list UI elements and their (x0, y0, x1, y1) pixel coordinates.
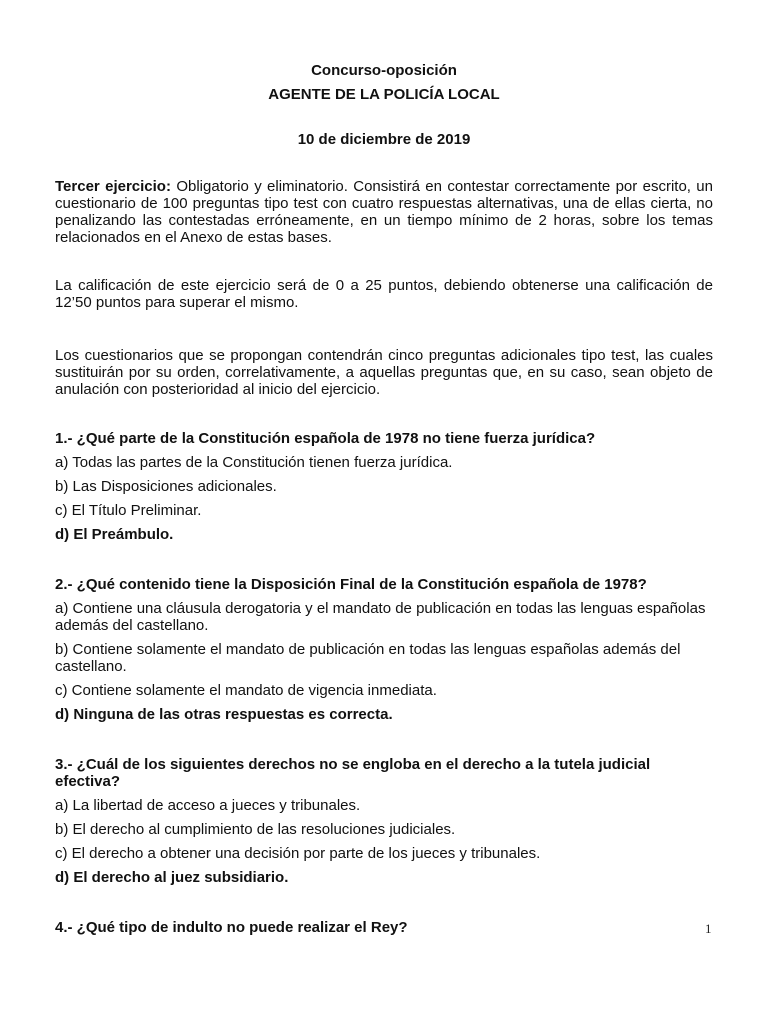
exam-type-heading: Concurso-oposición (311, 62, 457, 79)
intro-paragraph (55, 178, 713, 246)
answer-option-c: c) El Título Preliminar. (55, 502, 202, 519)
answer-option-d-correct: d) Ninguna de las otras respuestas es correcta. (55, 706, 393, 723)
answer-option-d-correct: d) El derecho al juez subsidiario. (55, 869, 289, 886)
page-number: 1 (705, 921, 712, 936)
position-title: AGENTE DE LA POLICÍA LOCAL (268, 86, 500, 103)
answer-option-a: a) La libertad de acceso a jueces y tribunales. (55, 797, 361, 814)
answer-option-b: b) El derecho al cumplimiento de las resoluciones judiciales. (55, 821, 456, 838)
answer-option-d-correct: d) El Preámbulo. (55, 526, 174, 543)
intro-label: Tercer ejercicio: (55, 178, 171, 195)
answer-option-b: b) Contiene solamente el mandato de publicación en todas las lenguas españolas además del castellano. (55, 641, 681, 675)
question-title: 1.- ¿Qué parte de la Constitución española de 1978 no tiene fuerza jurídica? (55, 430, 596, 447)
question-title: 4.- ¿Qué tipo de indulto no puede realizar el Rey? (55, 919, 408, 936)
question-3 (55, 756, 713, 886)
exam-date: 10 de diciembre de 2019 (297, 131, 471, 148)
question-1 (55, 430, 713, 543)
question-2 (55, 576, 713, 723)
additional-questions-paragraph: Los cuestionarios que se propongan contendrán cinco preguntas adicionales tipo test, las cuales sustituirán por su orden, correlativamente, a aquellas preguntas que, en su caso, sean objeto de anulación con posterioridad al inicio del ejercicio. (55, 347, 713, 398)
answer-option-b: b) Las Disposiciones adicionales. (55, 478, 277, 495)
question-title: 3.- ¿Cuál de los siguientes derechos no se engloba en el derecho a la tutela judicial efectiva? (55, 756, 651, 790)
question-title: 2.- ¿Qué contenido tiene la Disposición Final de la Constitución española de 1978? (55, 576, 647, 593)
question-4 (55, 919, 713, 936)
grading-paragraph: La calificación de este ejercicio será de 0 a 25 puntos, debiendo obtenerse una calificación de 12’50 puntos para superar el mismo. (55, 277, 713, 311)
document-header (55, 62, 713, 148)
answer-option-a: a) Todas las partes de la Constitución tienen fuerza jurídica. (55, 454, 453, 471)
answer-option-c: c) El derecho a obtener una decisión por parte de los jueces y tribunales. (55, 845, 541, 862)
answer-option-c: c) Contiene solamente el mandato de vigencia inmediata. (55, 682, 437, 699)
answer-option-a: a) Contiene una cláusula derogatoria y el mandato de publicación en todas las lenguas españolas además del castellano. (55, 600, 706, 634)
intro-text: Obligatorio y eliminatorio. Consistirá en contestar correctamente por escrito, un cuestionario de 100 preguntas tipo test con cuatro respuestas alternativas, una de ellas cierta, no penalizando las contestadas erróneamente, en un tiempo mínimo de 2 horas, sobre los temas relacionados en el Anexo de estas bases. (55, 178, 713, 246)
document-page (55, 62, 713, 936)
